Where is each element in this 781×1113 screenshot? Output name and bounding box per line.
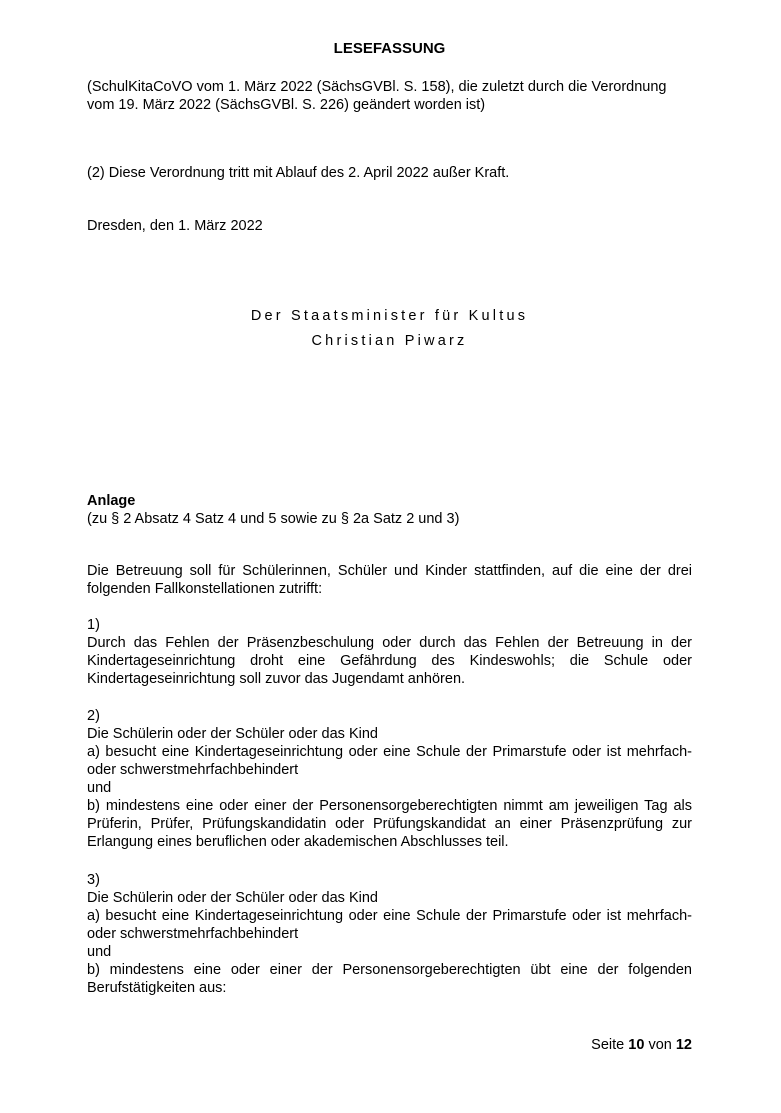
annex-title: Anlage xyxy=(87,493,136,509)
case-subject: Die Schülerin oder der Schüler oder das Kind xyxy=(87,890,378,906)
annex-reference: (zu § 2 Absatz 4 Satz 4 und 5 sowie zu § 2a Satz 2 und 3) xyxy=(87,511,460,527)
case-und: und xyxy=(87,944,112,960)
case-item-a: a) besucht eine Kindertageseinrichtung oder eine Schule der Primarstufe oder ist mehrfach- oder schwerstmehrfachbehindert xyxy=(87,908,692,942)
signature-role: Der Staatsminister für Kultus xyxy=(250,308,529,324)
case-number: 1) xyxy=(87,617,100,633)
page-number-current: 10 xyxy=(628,1037,645,1053)
annex-intro: Die Betreuung soll für Schülerinnen, Schüler und Kinder stattfinden, auf die eine der drei folgenden Fallkonstellationen zutrifft: xyxy=(87,563,692,597)
document-header-title: LESEFASSUNG xyxy=(333,40,446,57)
page-number-total: 12 xyxy=(675,1037,692,1053)
case-number: 2) xyxy=(87,708,100,724)
case-subject: Die Schülerin oder der Schüler oder das Kind xyxy=(87,726,378,742)
page-number-middle: von xyxy=(648,1037,672,1053)
page-number-prefix: Seite xyxy=(591,1037,625,1053)
page-number xyxy=(591,1036,692,1054)
expiry-paragraph: (2) Diese Verordnung tritt mit Ablauf des 2. April 2022 außer Kraft. xyxy=(87,165,510,181)
case-und: und xyxy=(87,780,112,796)
case-item-b: b) mindestens eine oder einer der Personensorgeberechtigten übt eine der folgenden Berufstätigkeiten aus: xyxy=(87,962,692,996)
place-date: Dresden, den 1. März 2022 xyxy=(87,218,263,234)
signature-name: Christian Piwarz xyxy=(311,333,468,349)
case-number: 3) xyxy=(87,872,100,888)
case-item-b: b) mindestens eine oder einer der Personensorgeberechtigten nimmt am jeweiligen Tag als Prüferin, Prüfer, Prüfungskandidatin oder Prüfungskandidat an einer Präsenzprüfung zur Erlangung eines beruflichen oder akademischen Abschlusses teil. xyxy=(87,798,692,850)
case-text: Durch das Fehlen der Präsenzbeschulung oder durch das Fehlen der Betreuung in der Kindertageseinrichtung droht eine Gefährdung des Kindeswohls; die Schule oder Kindertageseinrichtung soll zuvor das Jugendamt anhören. xyxy=(87,635,692,687)
document-citation: (SchulKitaCoVO vom 1. März 2022 (SächsGVBl. S. 158), die zuletzt durch die Verordnung vom 19. März 2022 (SächsGVBl. S. 226) geändert worden ist) xyxy=(87,79,667,113)
case-item-a: a) besucht eine Kindertageseinrichtung oder eine Schule der Primarstufe oder ist mehrfach- oder schwerstmehrfachbehindert xyxy=(87,744,692,778)
